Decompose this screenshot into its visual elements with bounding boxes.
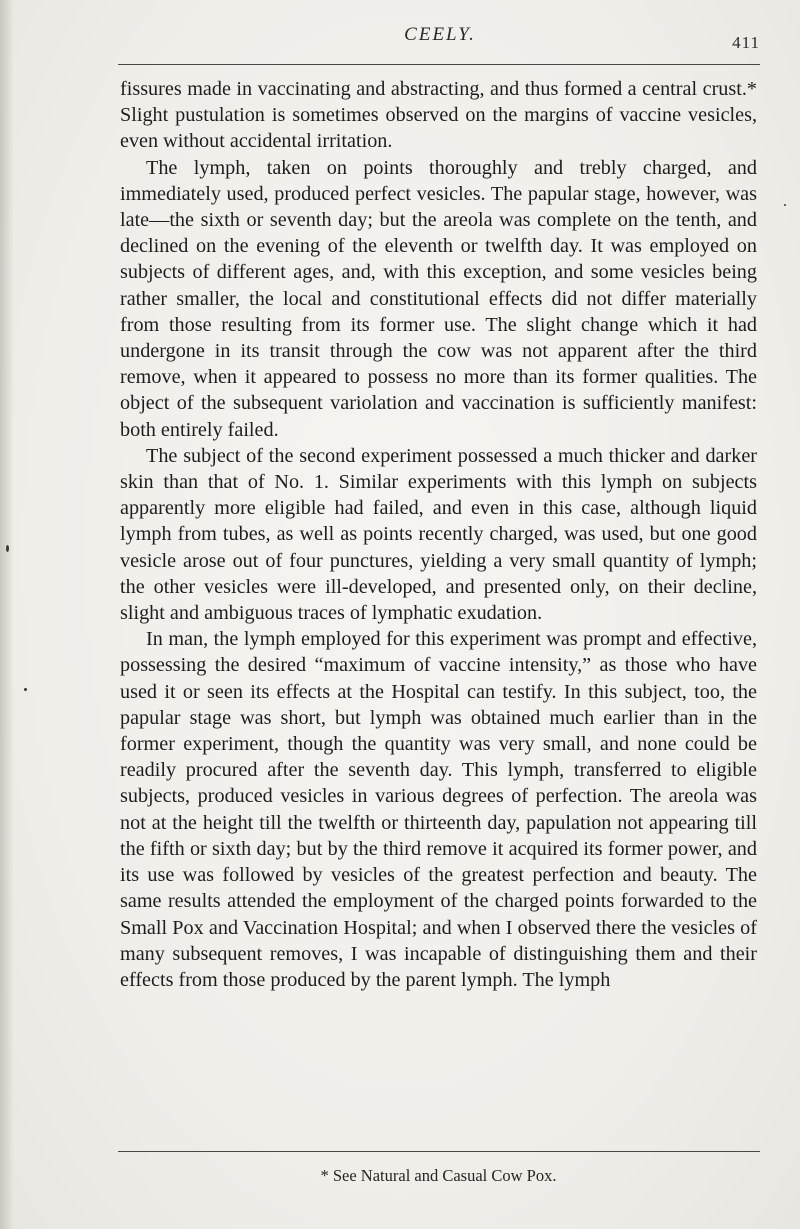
print-speck <box>24 688 27 691</box>
paragraph: The subject of the second experiment possessed a much thicker and darker skin than that of No. 1. Similar experiments with this lymph on subjects apparently more eligible had failed, and even in this case, although liquid lymph from tubes, as well as points recently charged, was used, but one good vesicle arose out of four punctures, yielding a very small quantity of lymph; the other vesicles were ill-developed, and presented only, on their decline, slight and ambiguous traces of lymphatic exudation. <box>120 444 757 625</box>
paragraph: The lymph, taken on points thoroughly and trebly charged, and immediately used, produced perfect vesicles. The papular stage, however, was late—the sixth or seventh day; but the areola was complete on the tenth, and declined on the evening of the eleventh or twelfth day. It was employed on subjects of different ages, and, with this exception, and some vesicles being rather smaller, the local and constitutional effects did not differ materially from those resulting from its former use. The slight change which it had undergone in its transit through the cow was not apparent after the third remove, when it appeared to possess no more than its former qualities. The object of the subsequent variolation and vaccination is sufficiently manifest: both entirely failed. <box>120 156 757 441</box>
print-speck <box>6 545 9 552</box>
running-head <box>120 24 760 54</box>
page-number: 411 <box>732 33 760 52</box>
paragraph: In man, the lymph employed for this experiment was prompt and effective, possessing the desired “maximum of vaccine intensity,” as those who have used it or seen its effects at the Hospital can testify. In this subject, too, the papular stage was short, but lymph was obtained much earlier than in the former experiment, though the quantity was very small, and none could be readily procured after the seventh day. This lymph, transferred to eligible subjects, produced vesicles in various degrees of perfection. The areola was not at the height till the twelfth or thirteenth day, papulation not appearing till the fifth or sixth day; but by the third remove it acquired its former power, and its use was followed by vesicles of the greatest perfection and beauty. The same results attended the employment of the charged points forwarded to the Small Pox and Vaccination Hospital; and when I observed there the vesicles of many subsequent removes, I was incapable of distinguishing them and their effects from those produced by the parent lymph. The lymph <box>120 628 757 991</box>
print-speck <box>784 204 786 206</box>
running-title: CEELY. <box>404 24 476 45</box>
body-text <box>120 76 757 993</box>
footnote: * See Natural and Casual Cow Pox. <box>320 1166 557 1185</box>
footnote-rule <box>118 1151 760 1152</box>
page-gutter-shadow <box>0 0 14 1229</box>
paragraph: fissures made in vaccinating and abstracting, and thus formed a central crust.* Slight pustulation is sometimes observed on the margins of vaccine vesicles, even without accidental irritation. <box>120 78 757 153</box>
header-rule <box>118 64 760 65</box>
